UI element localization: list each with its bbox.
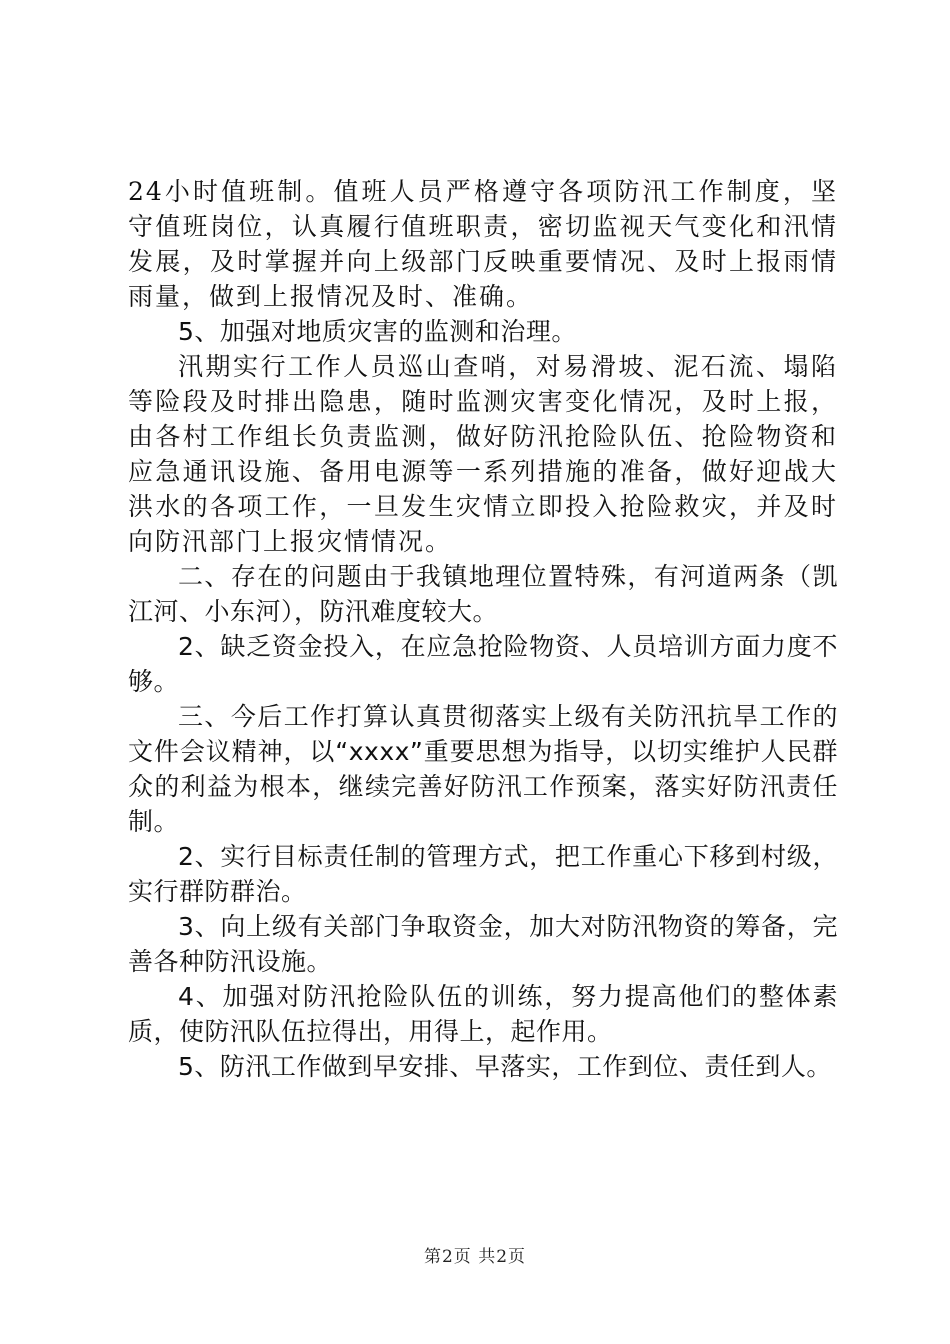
paragraph-geo-disaster-heading: 5、加强对地质灾害的监测和治理。 (178, 317, 577, 346)
paragraph-funding-lack: 2、缺乏资金投入，在应急抢险物资、人员培训方面力度不够。 (128, 632, 838, 696)
paragraph-duty-system: 24小时值班制。值班人员严格遵守各项防汛工作制度，坚守值班岗位，认真履行值班职责，密切监视天气变化和汛情发展，及时掌握并向上级部门反映重要情况、及时上报雨情雨量，做到上报情况及时、准确。 (128, 177, 838, 311)
paragraph-flood-patrol: 汛期实行工作人员巡山查哨，对易滑坡、泥石流、塌陷等险段及时排出隐患，随时监测灾害变化情况，及时上报，由各村工作组长负责监测，做好防汛抢险队伍、抢险物资和应急通讯设施、备用电源等一系列措施的准备，做好迎战大洪水的各项工作，一旦发生灾情立即投入抢险救灾，并及时向防汛部门上报灾情情况。 (128, 352, 838, 556)
paragraph-problems: 二、存在的问题由于我镇地理位置特殊，有河道两条（凯江河、小东河），防汛难度较大。 (128, 562, 838, 626)
document-body (128, 174, 838, 1084)
paragraph-responsibility-system: 2、实行目标责任制的管理方式，把工作重心下移到村级，实行群防群治。 (128, 842, 838, 906)
page-number-footer: 第2页 共2页 (423, 1247, 527, 1267)
paragraph-team-training: 4、加强对防汛抢险队伍的训练，努力提高他们的整体素质，使防汛队伍拉得出，用得上，起作用。 (128, 982, 838, 1046)
paragraph-future-plan: 三、今后工作打算认真贯彻落实上级有关防汛抗旱工作的文件会议精神，以“xxxx”重要思想为指导，以切实维护人民群众的利益为根本，继续完善好防汛工作预案，落实好防汛责任制。 (128, 702, 838, 836)
paragraph-early-arrangement: 5、防汛工作做到早安排、早落实，工作到位、责任到人。 (178, 1052, 832, 1081)
paragraph-seek-funds: 3、向上级有关部门争取资金，加大对防汛物资的筹备，完善各种防汛设施。 (128, 912, 838, 976)
